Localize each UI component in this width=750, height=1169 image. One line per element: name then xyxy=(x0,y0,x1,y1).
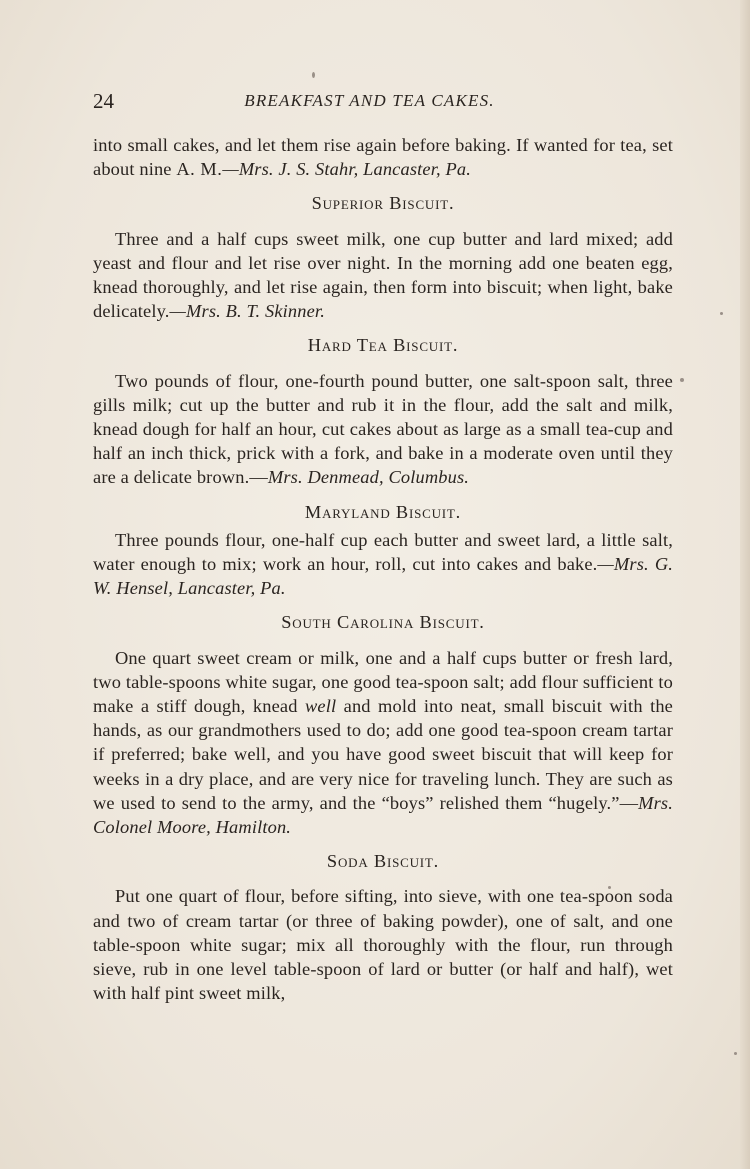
maryland-biscuit-paragraph xyxy=(93,528,673,601)
heading-soda-biscuit: Soda Biscuit. xyxy=(326,851,440,872)
superior-biscuit-paragraph xyxy=(93,227,673,324)
paper-speck xyxy=(680,378,684,382)
south-carolina-biscuit-paragraph xyxy=(93,646,673,840)
maryland-biscuit-author: —Mrs. G. W. Hensel, Lancaster, Pa. xyxy=(93,554,674,599)
soda-biscuit-text: Put one quart of flour, before sifting, into sieve, with one tea-spoon soda and two of cream tartar (or three of baking powder), one of salt, and one table-spoon white sugar; mix all thoroughly with the flour, run through sieve, rub in one level table-spoon of lard or butter (or half and half), wet with half pint sweet milk, xyxy=(93,886,673,1004)
page-number: 24 xyxy=(93,89,114,113)
heading-south-carolina-biscuit: South Carolina Biscuit. xyxy=(281,612,485,633)
heading-superior-biscuit: Superior Biscuit. xyxy=(311,193,455,214)
maryland-biscuit-text: Three pounds flour, one-half cup each butter and sweet lard, a little salt, water enough to mix; work an hour, roll, cut into cakes and bake. xyxy=(93,529,673,575)
south-carolina-biscuit-text-1: One quart sweet cream or milk, one and a half cups butter or fresh lard, two table-spoons white sugar, one good tea-spoon salt; add flour sufficient to make a stiff dough, knead xyxy=(93,647,673,717)
paper-speck xyxy=(720,312,723,315)
heading-hard-tea-biscuit: Hard Tea Biscuit. xyxy=(307,335,459,356)
heading-maryland-biscuit: Maryland Biscuit. xyxy=(304,501,462,522)
superior-biscuit-author: —Mrs. B. T. Skinner. xyxy=(169,301,325,322)
paper-speck xyxy=(312,72,315,78)
page-edge xyxy=(740,0,750,1169)
hard-tea-biscuit-paragraph xyxy=(93,369,673,490)
intro-paragraph xyxy=(93,133,673,181)
intro-author: —Mrs. J. S. Stahr, Lancaster, Pa. xyxy=(222,159,471,180)
intro-time: A. M. xyxy=(176,159,223,180)
intro-text: into small cakes, and let them rise again before baking. If wanted for tea, set about nine xyxy=(93,135,673,180)
page-header xyxy=(93,86,646,116)
paper-speck xyxy=(734,1052,737,1055)
south-carolina-biscuit-text-2: and mold into neat, small biscuit with the hands, as our grandmothers used to do; add one good tea-spoon cream tartar if preferred; bake well, and you have good sweet biscuit that will keep for weeks in a dry place, and are very nice for traveling lunch. They are such as we used to send to the army, and the “boys” relished them “hugely.”— xyxy=(93,696,673,813)
superior-biscuit-text: Three and a half cups sweet milk, one cup butter and lard mixed; add yeast and flour and let rise over night. In the morning add one beaten egg, knead thoroughly, and let rise again, then form into biscuit; when light, bake delicately. xyxy=(93,228,673,322)
page-body xyxy=(93,133,673,1006)
south-carolina-emphasis: well xyxy=(304,696,337,717)
south-carolina-biscuit-author: Mrs. Colonel Moore, Hamilton. xyxy=(93,792,673,838)
hard-tea-biscuit-text: Two pounds of flour, one-fourth pound butter, one salt-spoon salt, three gills milk; cut up the butter and rub it in the flour, add the salt and milk, knead dough for half an hour, cut cakes about as large as a small tea-cup and half an inch thick, prick with a fork, and bake in a moderate oven until they are a delicate brown.— xyxy=(93,370,673,488)
soda-biscuit-paragraph xyxy=(93,884,673,1005)
hard-tea-biscuit-author: Mrs. Denmead, Columbus. xyxy=(267,467,469,488)
running-head: BREAKFAST AND TEA CAKES. xyxy=(244,91,495,110)
